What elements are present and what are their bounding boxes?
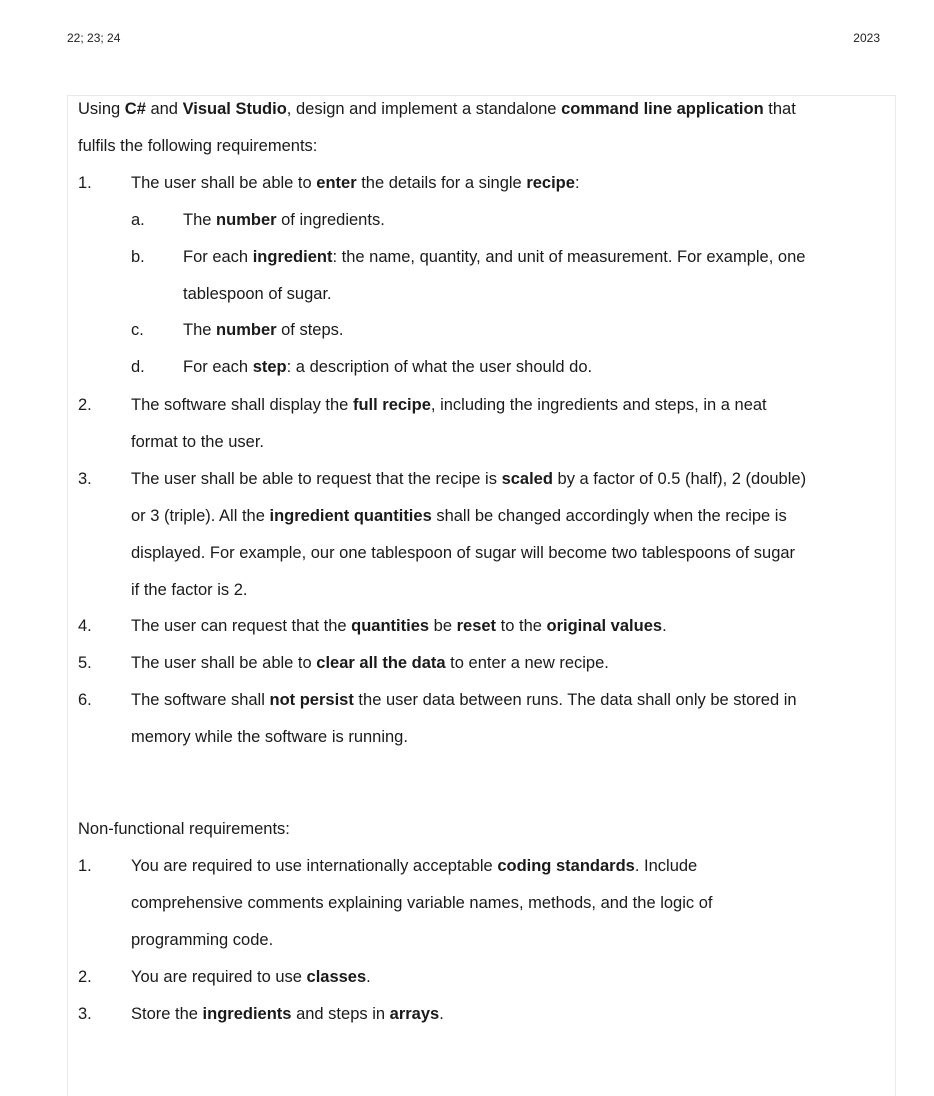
text-run: of steps. (276, 321, 344, 339)
text-run: . Include (634, 857, 698, 875)
sub-item-line (183, 209, 385, 231)
requirement-line (131, 966, 371, 988)
list-number: 4. (78, 617, 92, 635)
text-run: fulfils the following requirements: (78, 137, 318, 155)
bold-run: clear all the data (316, 654, 446, 672)
requirement-line (131, 892, 712, 914)
intro-line (78, 135, 317, 157)
list-number: 2. (78, 968, 92, 986)
header-right: 2023 (853, 31, 880, 45)
header-left: 22; 23; 24 (67, 31, 121, 45)
requirement-line (131, 579, 247, 601)
sub-item-line (183, 283, 332, 305)
requirement-line (131, 468, 806, 490)
text-run: : (574, 174, 580, 192)
requirement-line (131, 689, 797, 711)
text-run: For each (183, 248, 253, 266)
list-number: 2. (78, 396, 92, 414)
bold-run: ingredient (252, 248, 333, 266)
text-run: . (662, 617, 667, 635)
text-run: programming code. (131, 931, 274, 949)
sub-item-line (183, 246, 805, 268)
list-number: 5. (78, 654, 92, 672)
bold-run: command line application (561, 100, 764, 118)
bold-run: enter (316, 174, 357, 192)
text-run: displayed. For example, our one tablespoon of sugar will become two tablespoons of sugar (131, 544, 796, 562)
text-run: the details for a single (356, 174, 527, 192)
list-number: 1. (78, 857, 92, 875)
text-run: The software shall display the (131, 396, 353, 414)
text-run: : a description of what the user should do. (286, 358, 593, 376)
list-number: 1. (78, 174, 92, 192)
text-run: : the name, quantity, and unit of measurement. For example, one (332, 248, 806, 266)
text-run: You are required to use internationally acceptable (131, 857, 498, 875)
text-run: tablespoon of sugar. (183, 285, 332, 303)
list-number: 6. (78, 691, 92, 709)
text-run: be (429, 617, 457, 635)
text-run: Store the (131, 1005, 203, 1023)
text-run: if the factor is 2. (131, 581, 248, 599)
text-run: The user shall be able to (131, 654, 317, 672)
bold-run: C# (124, 100, 146, 118)
bold-run: reset (456, 617, 497, 635)
text-run: and (145, 100, 183, 118)
bold-run: full recipe (352, 396, 431, 414)
text-run: and steps in (291, 1005, 390, 1023)
bold-run: step (252, 358, 287, 376)
list-number: 3. (78, 1005, 92, 1023)
text-run: The software shall (131, 691, 270, 709)
text-run: You are required to use (131, 968, 307, 986)
intro-line (78, 98, 796, 120)
text-run: The (183, 321, 217, 339)
requirement-line (131, 855, 697, 877)
sub-item-marker: b. (131, 248, 145, 266)
requirement-line (131, 726, 408, 748)
nonfunctional-title: Non-functional requirements: (78, 820, 290, 838)
bold-run: quantities (351, 617, 430, 635)
bold-run: number (216, 211, 277, 229)
text-run: . (439, 1005, 444, 1023)
text-run: memory while the software is running. (131, 728, 408, 746)
text-run: to enter a new recipe. (445, 654, 609, 672)
requirement-line (131, 615, 667, 637)
bold-run: classes (306, 968, 367, 986)
bold-run: number (216, 321, 277, 339)
requirement-line (131, 1003, 444, 1025)
text-run: The user can request that the (131, 617, 352, 635)
sub-item-marker: a. (131, 211, 145, 229)
text-run: comprehensive comments explaining variable names, methods, and the logic of (131, 894, 713, 912)
bold-run: scaled (501, 470, 553, 488)
bold-run: not persist (269, 691, 354, 709)
requirement-line (131, 394, 767, 416)
bold-run: Visual Studio (182, 100, 287, 118)
sub-item-marker: d. (131, 358, 145, 376)
sub-item-line (183, 319, 344, 341)
requirement-line (131, 505, 787, 527)
requirement-line (131, 431, 264, 453)
text-run: shall be changed accordingly when the recipe is (431, 507, 787, 525)
text-run: The user shall be able to request that the recipe is (131, 470, 502, 488)
list-number: 3. (78, 470, 92, 488)
text-run: format to the user. (131, 433, 264, 451)
text-run: the user data between runs. The data shall only be stored in (353, 691, 797, 709)
bold-run: ingredients (202, 1005, 292, 1023)
requirement-line (131, 542, 795, 564)
sub-item-line (183, 356, 592, 378)
requirement-line (131, 172, 580, 194)
text-run: , design and implement a standalone (286, 100, 562, 118)
bold-run: original values (546, 617, 663, 635)
text-run: by a factor of 0.5 (half), 2 (double) (552, 470, 807, 488)
text-run: , including the ingredients and steps, in a neat (430, 396, 767, 414)
text-run: For each (183, 358, 253, 376)
text-run: of ingredients. (276, 211, 385, 229)
text-run: or 3 (triple). All the (131, 507, 270, 525)
text-run: The user shall be able to (131, 174, 317, 192)
bold-run: arrays (389, 1005, 440, 1023)
bold-run: recipe (526, 174, 575, 192)
text-run: that (763, 100, 796, 118)
requirement-line (131, 929, 273, 951)
requirement-line (131, 652, 609, 674)
text-run: The (183, 211, 217, 229)
text-run: Using (78, 100, 125, 118)
bold-run: ingredient quantities (269, 507, 432, 525)
text-run: to the (496, 617, 547, 635)
sub-item-marker: c. (131, 321, 144, 339)
text-run: . (366, 968, 371, 986)
bold-run: coding standards (497, 857, 635, 875)
